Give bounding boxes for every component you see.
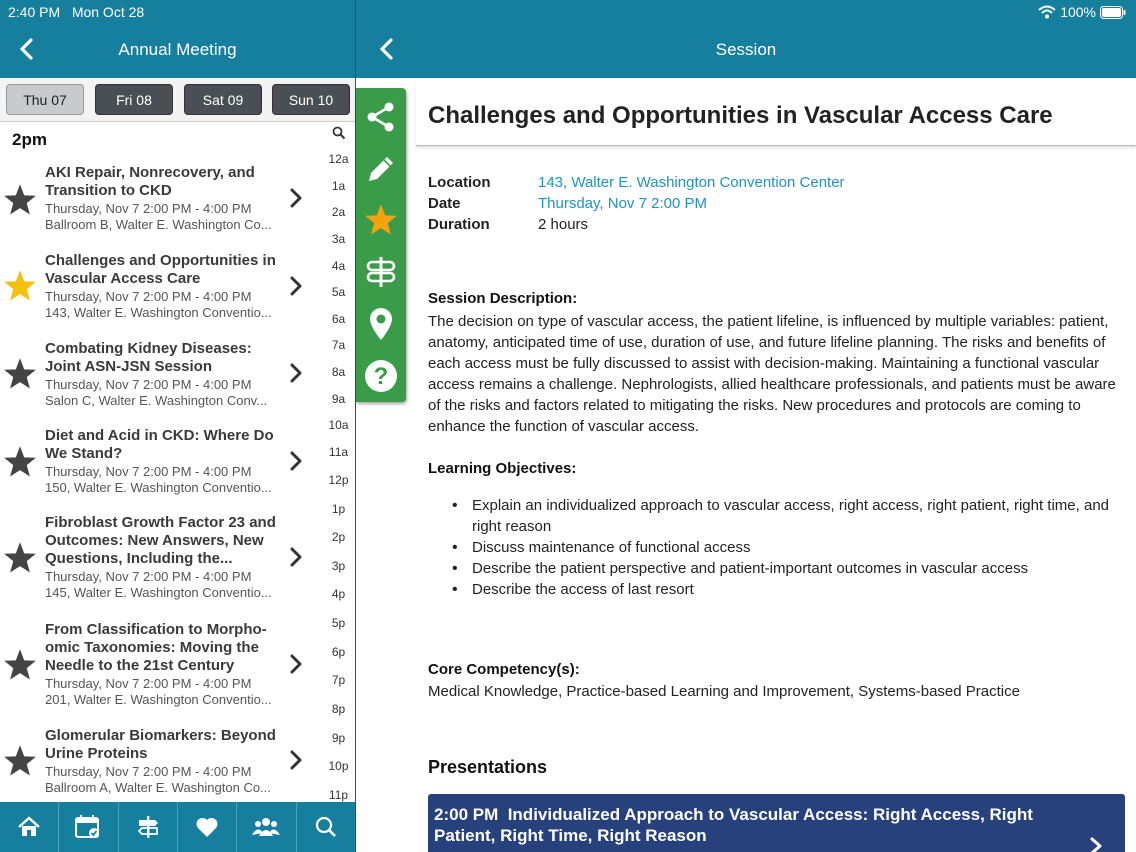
- description-heading: Session Description:: [428, 290, 578, 307]
- hour-index-item[interactable]: 12a: [328, 152, 349, 166]
- session-time: Thursday, Nov 7 2:00 PM - 4:00 PM: [45, 289, 252, 304]
- hour-index-item[interactable]: 10p: [328, 759, 349, 773]
- hour-index-item[interactable]: 7p: [331, 673, 346, 687]
- session-description: The decision on type of vascular access, the patient lifeline, is influenced by multiple variables: patient, anatomy, anticipated time of use, duration of use, and future lifeline planning. The risks and benefits of each access must be fully discussed to assist with decision-making. Maintaining a functional vascular access remains a challenge. Nephrologists, allied healthcare professionals, and patients must be aware of the risks and factors related to mitigating the risks. New procedures and protocols are coming to enhance the function of vascular access.: [428, 313, 1116, 435]
- directions-button[interactable]: [356, 246, 406, 298]
- list-item[interactable]: [0, 340, 320, 427]
- hour-index-item[interactable]: 6p: [331, 645, 346, 659]
- pencil-icon: [365, 153, 397, 185]
- hour-index-item[interactable]: 1a: [331, 179, 346, 193]
- session-title: Diet and Acid in CKD: Where Do We Stand?: [45, 427, 274, 462]
- hour-index-item[interactable]: 3a: [331, 232, 346, 246]
- session-title-card: [416, 80, 1136, 146]
- session-title: AKI Repair, Nonrecovery, and Transition to CKD: [45, 164, 255, 199]
- list-item: • Explain an individualized approach to vascular access, right access, right patient, right time, and right reason: [428, 495, 1120, 537]
- status-time: [8, 4, 144, 20]
- presentation-item[interactable]: [428, 794, 1125, 852]
- session-time: Thursday, Nov 7 2:00 PM - 4:00 PM: [45, 569, 252, 584]
- session-location: 145, Walter E. Washington Conventio...: [45, 585, 272, 600]
- hour-index-item[interactable]: 4p: [331, 587, 346, 601]
- list-item[interactable]: [0, 427, 320, 514]
- duration-value: 2 hours: [538, 216, 589, 233]
- battery-icon: [1100, 6, 1126, 19]
- session-meta: [428, 172, 845, 235]
- session-title: Combating Kidney Diseases: Joint ASN-JSN Session: [45, 340, 252, 375]
- tab-exhibits[interactable]: [119, 802, 178, 852]
- people-icon: [252, 816, 280, 838]
- chevron-right-icon[interactable]: [289, 653, 303, 675]
- action-rail: [356, 88, 406, 402]
- day-tab-fri[interactable]: Fri 08: [95, 84, 173, 115]
- chevron-right-icon[interactable]: [289, 749, 303, 771]
- hour-index-item[interactable]: 2p: [331, 530, 346, 544]
- star-icon[interactable]: [2, 444, 38, 480]
- star-icon[interactable]: [2, 356, 38, 392]
- hour-index-item[interactable]: 8p: [331, 702, 346, 716]
- hour-index-item[interactable]: 12p: [328, 473, 349, 487]
- hour-index-item[interactable]: 7a: [331, 338, 346, 352]
- session-title: Challenges and Opportunities in Vascular Access Care: [45, 252, 276, 287]
- chevron-right-icon[interactable]: [289, 546, 303, 568]
- wifi-icon: [1038, 5, 1056, 19]
- competency-text: Medical Knowledge, Practice-based Learning and Improvement, Systems-based Practice: [428, 683, 1020, 700]
- star-icon: [363, 202, 399, 238]
- chevron-right-icon[interactable]: [289, 275, 303, 297]
- search-icon[interactable]: [332, 126, 346, 140]
- session-time: Thursday, Nov 7 2:00 PM - 4:00 PM: [45, 464, 252, 479]
- session-location: Salon C, Walter E. Washington Conv...: [45, 393, 268, 408]
- heart-icon: [195, 816, 219, 838]
- hour-index-item[interactable]: 6a: [331, 312, 346, 326]
- list-item[interactable]: [0, 514, 320, 616]
- signpost-icon: [135, 814, 161, 840]
- hour-index-item[interactable]: 5a: [331, 285, 346, 299]
- left-nav-bar: [0, 0, 355, 78]
- presentations-heading: Presentations: [428, 757, 548, 777]
- session-location: 143, Walter E. Washington Conventio...: [45, 305, 272, 320]
- day-tabs: [0, 78, 355, 122]
- tab-people[interactable]: [237, 802, 296, 852]
- battery-percent: 100%: [1060, 4, 1096, 20]
- hour-index-item[interactable]: 4a: [331, 259, 346, 273]
- hour-index-item[interactable]: 11a: [328, 445, 349, 459]
- list-item[interactable]: [0, 164, 320, 251]
- duration-label: Duration: [428, 216, 490, 233]
- session-title: Fibroblast Growth Factor 23 and Outcomes: New Answers, New Questions, Including the...: [45, 514, 276, 567]
- list-item: • Describe the patient perspective and patient-important outcomes in vascular access: [428, 558, 1120, 579]
- date-label: Date: [428, 195, 461, 212]
- location-label: Location: [428, 174, 491, 191]
- right-nav-title: Session: [715, 40, 777, 59]
- presentation-text: [434, 804, 1074, 846]
- share-button[interactable]: [356, 91, 406, 143]
- hour-index-item[interactable]: 10a: [328, 418, 349, 432]
- search-icon: [315, 816, 337, 838]
- competency-heading: Core Competency(s):: [428, 661, 580, 678]
- help-icon: [364, 359, 398, 393]
- objectives-heading: Learning Objectives:: [428, 460, 577, 477]
- svg-text:?: ?: [373, 363, 389, 390]
- star-icon[interactable]: [2, 182, 38, 218]
- session-location: Ballroom A, Walter E. Washington Co...: [45, 780, 271, 795]
- chevron-right-icon[interactable]: [289, 187, 303, 209]
- left-nav-title: Annual Meeting: [118, 40, 237, 59]
- favorite-button[interactable]: [356, 194, 406, 246]
- hour-index-item[interactable]: 11p: [328, 788, 349, 802]
- list-item: • Discuss maintenance of functional access: [428, 537, 1120, 558]
- status-clock: 2:40 PM: [8, 4, 61, 20]
- hour-index-item[interactable]: 3p: [331, 559, 346, 573]
- status-date: Mon Oct 28: [71, 4, 145, 20]
- signpost-icon: [364, 255, 398, 289]
- bottom-tab-bar: [0, 802, 355, 852]
- map-pin-icon: [366, 307, 396, 341]
- hour-index-item[interactable]: 2a: [331, 205, 346, 219]
- session-time: Thursday, Nov 7 2:00 PM - 4:00 PM: [45, 676, 252, 691]
- hour-index-item[interactable]: 5p: [331, 616, 346, 630]
- list-item[interactable]: [0, 252, 320, 339]
- status-right: [1038, 4, 1126, 20]
- list-item[interactable]: [0, 621, 320, 723]
- tab-schedule[interactable]: [59, 802, 118, 852]
- hour-index-item[interactable]: 8a: [331, 365, 346, 379]
- day-tab-sun[interactable]: Sun 10: [272, 84, 350, 115]
- share-icon: [365, 101, 397, 133]
- session-time: Thursday, Nov 7 2:00 PM - 4:00 PM: [45, 201, 252, 216]
- star-icon[interactable]: [2, 268, 38, 304]
- right-nav-bar: [356, 0, 1136, 78]
- home-icon: [17, 816, 41, 838]
- calendar-icon: [75, 815, 101, 839]
- time-section-header: 2pm: [12, 130, 47, 149]
- tab-home[interactable]: [0, 802, 59, 852]
- chevron-right-icon[interactable]: [289, 450, 303, 472]
- presentation-title: Individualized Approach to Vascular Access: Right Access, Right Patient, Right Time, Right Reason: [434, 805, 1033, 845]
- star-icon[interactable]: [2, 540, 38, 576]
- hour-index-item[interactable]: 1p: [331, 502, 346, 516]
- notes-button[interactable]: [356, 143, 406, 195]
- session-title: Glomerular Biomarkers: Beyond Urine Proteins: [45, 727, 276, 762]
- chevron-right-icon[interactable]: [289, 362, 303, 384]
- hour-index-item[interactable]: 9a: [331, 392, 346, 406]
- objectives-list: [428, 495, 1120, 600]
- session-time: Thursday, Nov 7 2:00 PM - 4:00 PM: [45, 377, 252, 392]
- session-time: Thursday, Nov 7 2:00 PM - 4:00 PM: [45, 764, 252, 779]
- date-link[interactable]: Thursday, Nov 7 2:00 PM: [538, 195, 707, 212]
- day-tab-sat[interactable]: Sat 09: [184, 84, 262, 115]
- page-title: Challenges and Opportunities in Vascular Access Care: [428, 102, 1053, 129]
- map-button[interactable]: [356, 298, 406, 350]
- day-tab-thu[interactable]: Thu 07: [6, 84, 84, 115]
- session-location: Ballroom B, Walter E. Washington Co...: [45, 217, 272, 232]
- star-icon[interactable]: [2, 743, 38, 779]
- session-list[interactable]: [0, 122, 320, 802]
- session-location: 150, Walter E. Washington Conventio...: [45, 480, 272, 495]
- chevron-right-icon: [1089, 836, 1103, 852]
- hour-index-item[interactable]: 9p: [331, 731, 346, 745]
- presentation-time: 2:00 PM: [434, 805, 499, 824]
- tab-favorites[interactable]: [178, 802, 237, 852]
- hour-index[interactable]: [322, 122, 355, 802]
- session-location: 201, Walter E. Washington Conventio...: [45, 692, 272, 707]
- list-item: • Describe the access of last resort: [428, 579, 1120, 600]
- session-title: From Classification to Morpho-omic Taxonomies: Moving the Needle to the 21st Century: [45, 621, 267, 674]
- help-button[interactable]: [356, 350, 406, 402]
- location-link[interactable]: 143, Walter E. Washington Convention Center: [538, 174, 845, 191]
- tab-search[interactable]: [297, 802, 355, 852]
- list-item[interactable]: [0, 727, 320, 802]
- star-icon[interactable]: [2, 647, 38, 683]
